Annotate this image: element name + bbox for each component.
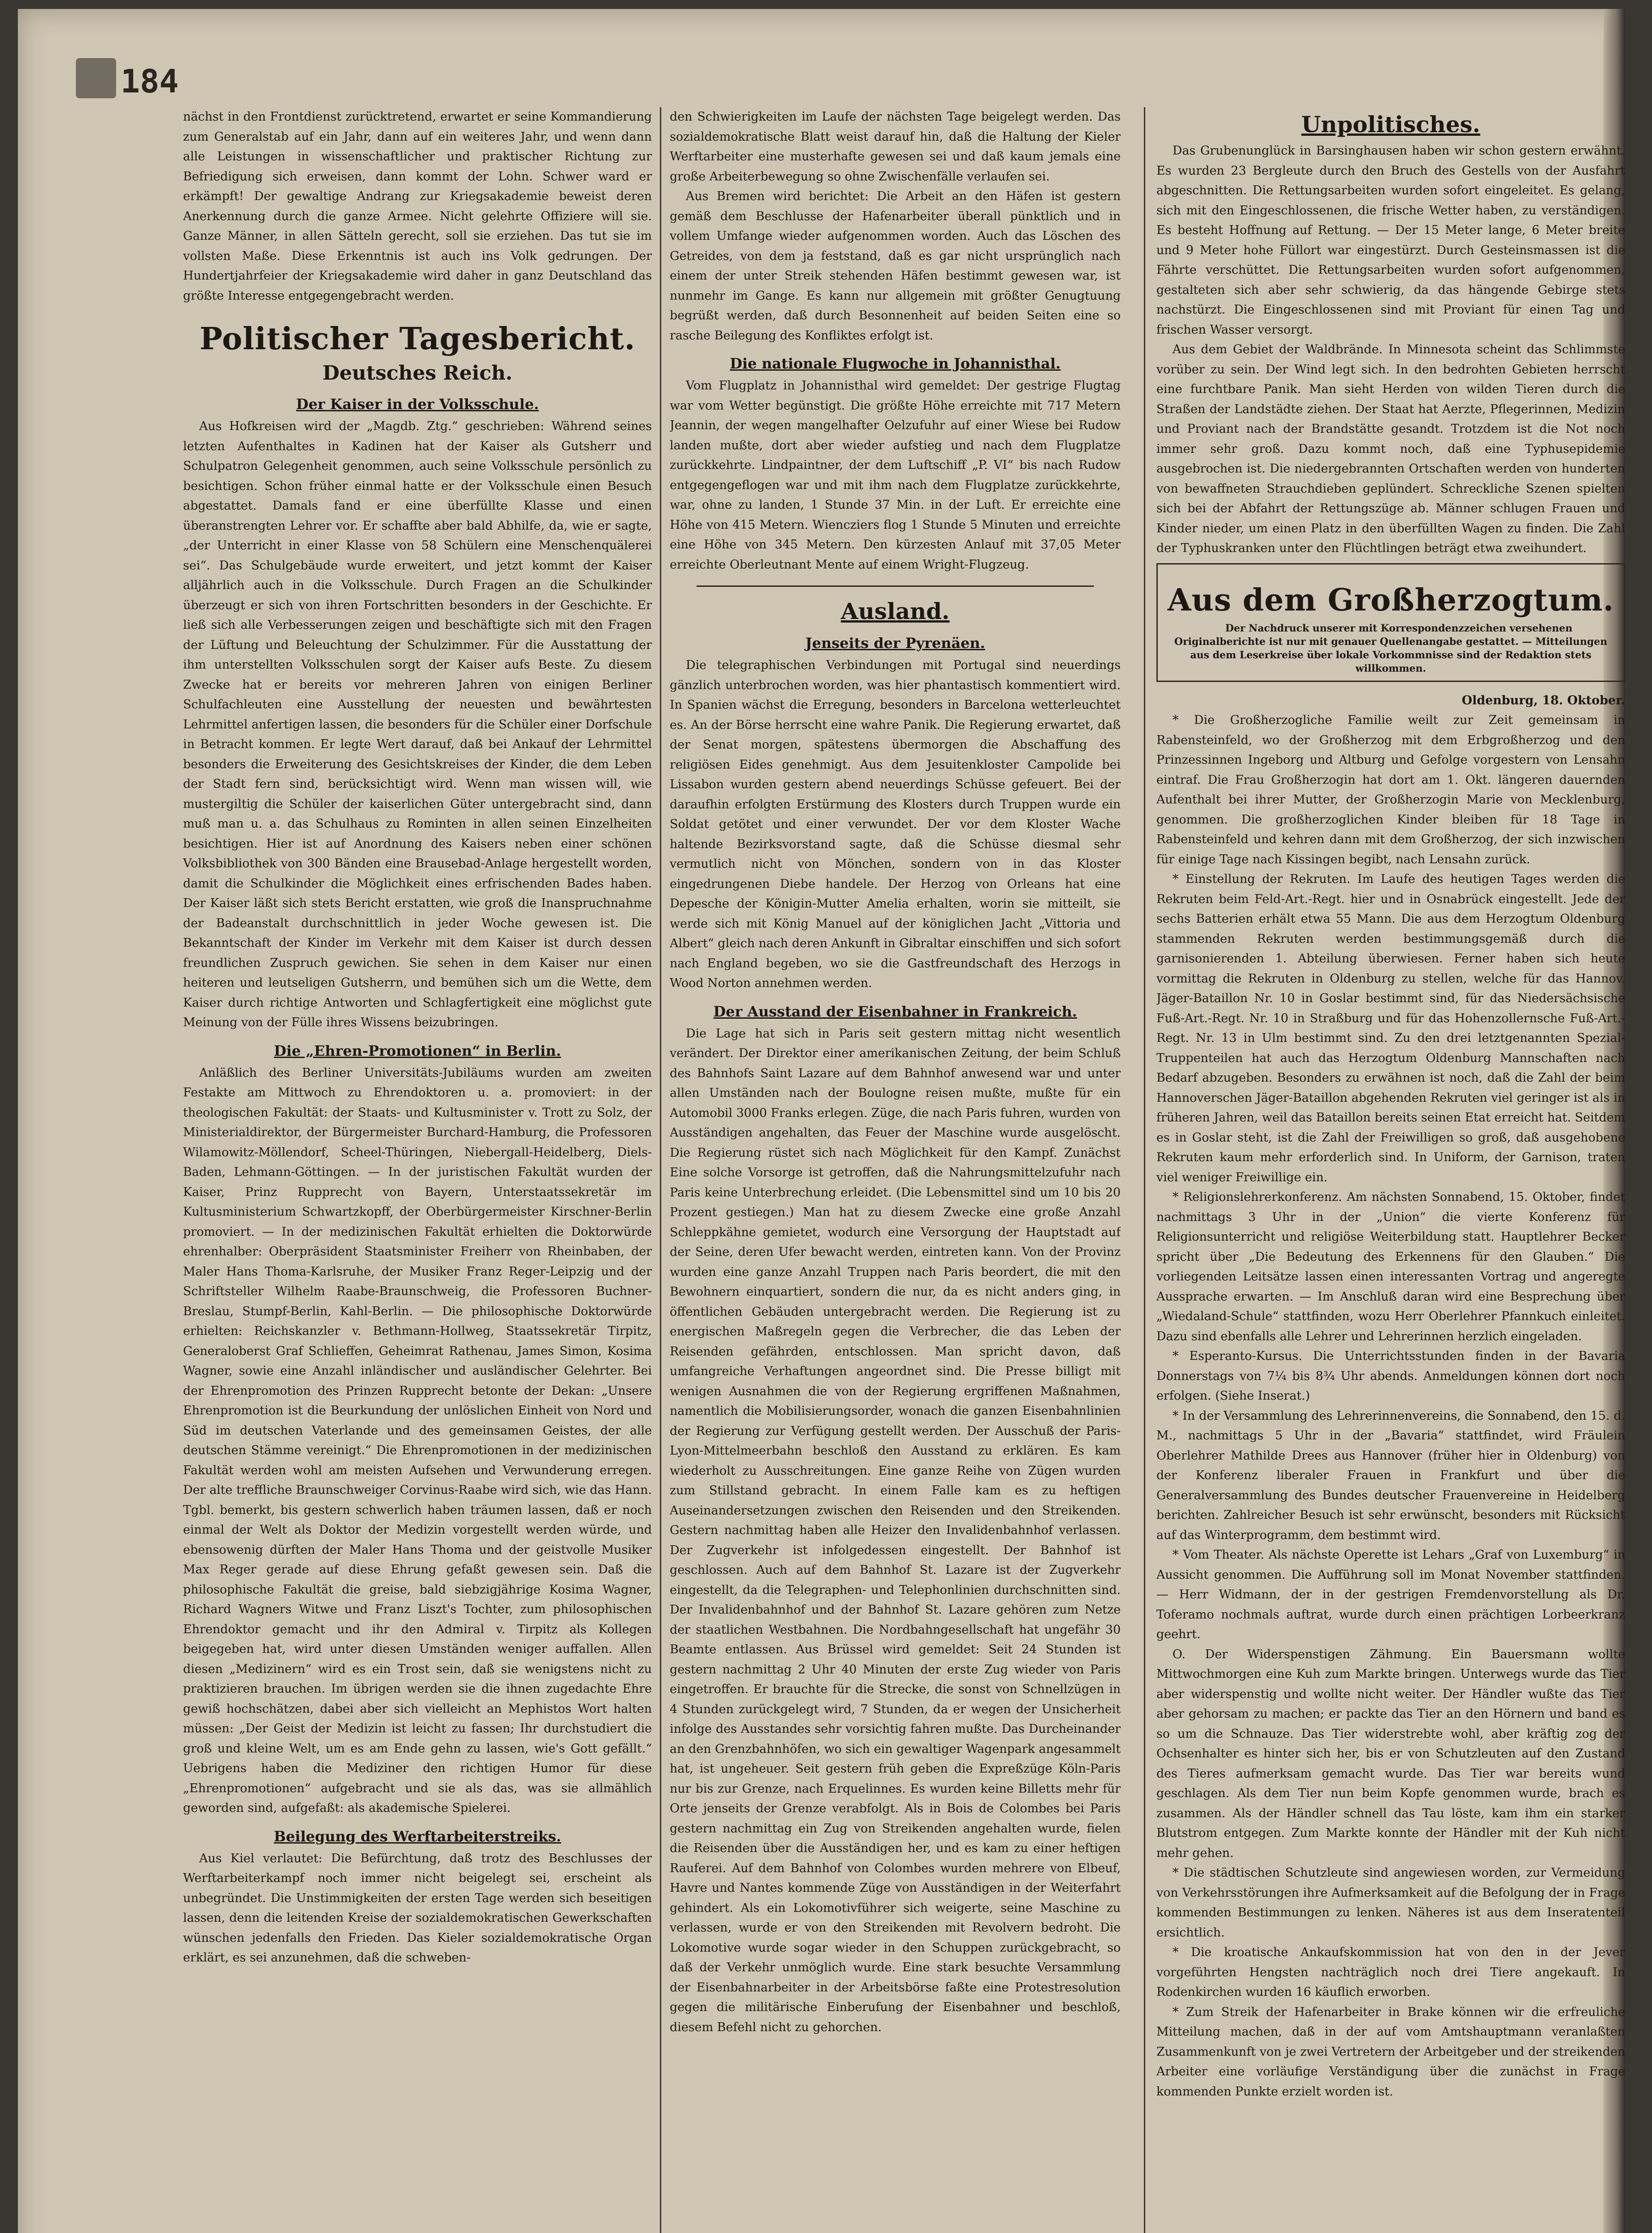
article-continuation: nächst in den Frontdienst zurücktretend, erwartet er seine Kommandierung zum Generalstab auf ein Jahr, dann auf ein weiteres Jahr, und wenn dann alle Leistungen in wissenschaftlicher und praktischer Richtung zur Befriedigung sich erweisen, dann kommt der Lohn. Schwer ward er erkämpft! Der gewaltige Andrang zur Kriegsakademie beweist deren Anerkennung durch die ganze Armee. Nicht gelehrte Offiziere will sie. Ganze Männer, in allen Sätteln gerecht, soll sie erziehen. Das tut sie im vollsten Maße. Diese Erkenntnis ist auch ins Volk gedrungen. Der Hundertjahrfeier der Kriegsakademie wird daher in ganz Deutschland das größte Interesse entgegengebracht werden. — [183, 110, 652, 303]
section-headline: Aus dem Großherzogtum. — [1167, 582, 1614, 618]
news-item: * Religionslehrerkonferenz. Am nächsten Sonnabend, 15. Oktober, findet nachmittags 3 Uhr in der „Union“ die vierte Konferenz für Religionsunterricht und religiöse Weiterbildung statt. Hauptlehrer Becker spricht über „Die Bedeutung des Erkennens für den Glauben.“ Die vorliegenden Leitsätze lassen einen interessanten Vortrag und angeregte Aussprache erwarten. — Im Anschluß daran wird eine Besprechung über „Wiedaland-Schule“ stattfinden, wozu Herr Oberlehrer Pfannkuch einleitet. Dazu sind ebenfalls alle Lehrer und Lehrerinnen herzlich eingeladen. — [1156, 1190, 1625, 1343]
dateline: Oldenburg, 18. Oktober. — [1461, 693, 1625, 707]
reprint-notice: Der Nachdruck unserer mit Korrespondenzzeichen versehenen Originalberichte ist nur mit genauer Quellenangabe gestattet. — Mitteilungen aus dem Leserkreise über lokale Vorkommnisse sind der Redaktion stets willkommen. — [1174, 622, 1607, 674]
article-title: Jenseits der Pyrenäen. — [805, 635, 985, 652]
news-item: * Die städtischen Schutzleute sind angewiesen worden, zur Vermeidung von Verkehrsstörungen ihre Aufmerksamkeit auf die Befolgung der in Frage kommenden Bestimmungen zu lenken. Näheres ist aus dem Inseratenteil ersichtlich. — [1156, 1866, 1625, 1940]
column-2 — [670, 107, 1121, 2233]
article-continuation: den Schwierigkeiten im Laufe der nächsten Tage beigelegt werden. Das sozialdemokratische Blatt weist darauf hin, daß die Haltung der Kieler Werftarbeiter eine musterhafte gewesen sei und daß kaum jemals eine große Arbeiterbewegung so ohne Zwischenfälle verlaufen sei. — [670, 110, 1121, 184]
article-body: Die telegraphischen Verbindungen mit Portugal sind neuerdings gänzlich unterbrochen worden, was hier phantastisch kommentiert wird. In Spanien wächst die Erregung, besonders in Barcelona wetterleuchtet es. An der Börse herrscht eine wahre Panik. Die Regierung erwartet, daß der Senat morgen, spätestens übermorgen die Abschaffung des religiösen Eides genehmigt. Aus dem Jesuitenkloster Campolide bei Lissabon wurden gestern abend neuerdings Schüsse gefeuert. Bei der daraufhin erfolgten Erstürmung des Klosters durch Truppen wurde ein Soldat getötet und einer verwundet. Der vor dem Kloster Wache haltende Bezirksvorstand sagte, daß die Schüsse diesmal sehr vermutlich nicht von Mönchen, sondern von in das Kloster eingedrungenen Diebe handele. Der Herzog von Orleans hat eine Depesche der Königin-Mutter Amelia erhalten, worin sie mitteilt, sie werde sich mit König Manuel auf der königlichen Jacht „Vittoria und Albert“ gleich nach deren Ankunft in Gibraltar einschiffen und sich sofort nach England begeben, wo sie die Gastfreundschaft des Herzogs in Wood Norton annehmen werden. — [670, 658, 1121, 990]
article-title: Der Ausstand der Eisenbahner in Frankreich. — [713, 1003, 1077, 1020]
article-body: Anläßlich des Berliner Universitäts-Jubiläums wurden am zweiten Festakte am Mittwoch zu Ehrendoktoren u. a. promoviert: in der theologischen Fakultät: der Staats- und Kultusminister v. Trott zu Solz, der Ministerialdirektor, der Bürgermeister Burchard-Hamburg, die Professoren Wilamowitz-Möllendorf, Scheel-Thüringen, Niebergall-Heidelberg, Diels-Baden, Lehmann-Göttingen. — In der juristischen Fakultät wurden der Kaiser, Prinz Rupprecht von Bayern, Unterstaatssekretär im Kultusministerium Schwartzkopff, der Oberbürgermeister Kirschner-Berlin promoviert. — In der medizinischen Fakultät erhielten die Doktorwürde ehrenhalber: Oberpräsident Staatsminister Freiherr von Rheinbaben, der Maler Hans Thoma-Karlsruhe, der Musiker Franz Reger-Leipzig und der Schriftsteller Wilhelm Raabe-Braunschweig, die Professoren Buchner-Breslau, Stumpf-Berlin, Kahl-Berlin. — Die philosophische Doktorwürde erhielten: Reichskanzler v. Bethmann-Hollweg, Staatssekretär Tirpitz, Generaloberst Graf Schlieffen, Geheimrat Rathenau, James Simon, Kosima Wagner, sowie eine Anzahl inländischer und ausländischer Gelehrter. Bei der Ehrenpromotion des Prinzen Rupprecht betonte der Dekan: „Unsere Ehrenpromotion ist die Beurkundung der unlöslichen Einheit von Nord und Süd im deutschen Vaterlande und des gemeinsamen Geistes, der alle deutschen Stämme vereinigt.“ Die Ehrenpromotionen in der medizinischen Fakultät werden wohl am meisten Aufsehen und Verwunderung erregen. Der alte treffliche Braunschweiger Corvinus-Raabe wird sich, wie das Hann. Tgbl. bemerkt, bis gestern schwerlich haben träumen lassen, daß er noch einmal der Welt als Doktor der Medizin vorgestellt werden würde, und ebensowenig dürften der Maler Hans Thoma und der geistvolle Musiker Max Reger gerade auf diese Ehrung gefaßt gewesen sein. Daß die philosophische Fakultät die greise, bald siebzigjährige Kosima Wagner, Richard Wagners Witwe und Franz Liszt's Tochter, zum philosophischen Ehrendoktor gemacht und ihr den Admiral v. Tirpitz als Kollegen beigegeben hat, wird unter diesen Umständen weniger auffallen. Allen diesen „Medizinern“ wird es ein Trost sein, daß sie wenigstens nicht zu praktizieren brauchen. Im übrigen werden sie die ihnen zugedachte Ehre gewiß hochschätzen, dabei aber sich vielleicht an Mephistos Wort halten müssen: „Der Geist der Medizin ist leicht zu fassen; Ihr durchstudiert die groß und kleine Welt, um es am Ende gehn zu lassen, wie's Gott gefällt.“ Uebrigens haben die Mediziner den richtigen Humor für diese „Ehrenpromotionen“ aufgebracht und sie als das, was sie allmählich geworden sind, aufgefaßt: als akademische Spielerei. — [183, 1066, 652, 1815]
column-1 — [183, 107, 652, 2233]
page-number: 184 — [121, 63, 179, 100]
article-title: Beilegung des Werftarbeiterstreiks. — [274, 1827, 561, 1845]
section-headline: Politischer Tagesbericht. — [199, 321, 636, 357]
article-title: Die nationale Flugwoche in Johannisthal. — [730, 355, 1061, 372]
article-body: Aus Hofkreisen wird der „Magdb. Ztg.“ geschrieben: Während seines letzten Aufenthaltes in Kadinen hat der Kaiser als Gutsherr und Schulpatron Gelegenheit genommen, auch seine Volksschule persönlich zu besichtigen. Schon früher einmal hatte er der Volksschule einen Besuch abgestattet. Damals fand er eine überfüllte Klasse und einen überanstrengten Lehrer vor. Er schaffte aber bald Abhilfe, da, wie er sagte, „der Unterricht in einer Klasse von 58 Schülern eine Menschenquälerei sei“. Das Schulgebäude wurde erweitert, und jetzt kommt der Kaiser alljährlich auch in die Volksschule. Durch Fragen an die Schulkinder überzeugt er sich von ihren Fortschritten besonders in der Geschichte. Er ließ sich alle Verbesserungen zeigen und beschäftigte sich mit den Fragen der Lüftung und Beleuchtung der Schulzimmer. Für die Ausstattung der ihm unterstellten Volksschulen sorgt der Kaiser aufs Beste. Zu diesem Zwecke hat er bereits vor mehreren Jahren von einigen Berliner Schulfachleuten eine Ausstellung der neuesten und bewährtesten Lehrmittel anfertigen lassen, die besonders für die Schüler einer Dorfschule in Betracht kommen. Er legte Wert darauf, daß bei Ankauf der Lehrmittel besonders die Erweiterung des Gesichtskreises der Kinder, die dem Leben der Stadt fern sind, berücksichtigt wird. Wenn man wissen will, wie mustergiltig die Schüler der kaiserlichen Güter untergebracht sind, dann muß man u. a. das Schulhaus zu Rominten in allen seinen Einzelheiten besichtigen. Hier ist auf Anordnung des Kaisers neben einer schönen Volksbibliothek von 300 Bänden eine Brausebad-Anlage hergestellt worden, damit die Schulkinder die Möglichkeit eines erfrischenden Bades haben. Der Kaiser läßt sich stets Bericht erstatten, wie groß die Inanspruchnahme der Badeanstalt durchschnittlich in jeder Woche gewesen ist. Die Bekanntschaft der Kinder im Verkehr mit dem Kaiser ist durch dessen freundlichen Zuspruch gewichen. Sie sehen in dem Kaiser nur einen heiteren und leutseligen Gutsherrn, und bemühen sich um die Wette, dem Kaiser durch richtige Antworten und Schlagfertigkeit eine möglichst gute Meinung von der Fülle ihres Wissens beizubringen. — [183, 419, 652, 1029]
article-body: Vom Flugplatz in Johannisthal wird gemeldet: Der gestrige Flugtag war vom Wetter begünstigt. Die größte Höhe erreichte mit 717 Metern Jeannin, der wegen mangelhafter Oelzufuhr auf einer Wiese bei Rudow landen mußte, dort aber wieder aufstieg und nach dem Flugplatze zurückkehrte. Lindpaintner, der dem Luftschiff „P. VI“ bis nach Rudow entgegengeflogen war und mit ihm nach dem Flugplatze zurückkehrte, war, ohne zu landen, 1 Stunde 37 Min. in der Luft. Er erreichte eine Höhe von 415 Metern. Wiencziers flog 1 Stunde 5 Minuten und erreichte eine Höhe von 345 Metern. Den kürzesten Anlauf mit 37,05 Meter erreichte Oberleutnant Mente auf einem Wright-Flugzeug. — [670, 379, 1121, 572]
column-3 — [1156, 107, 1625, 2233]
news-item: * Einstellung der Rekruten. Im Laufe des heutigen Tages werden die Rekruten beim Feld-Art.-Regt. hier und in Osnabrück eingestellt. Jede der sechs Batterien erhält etwa 55 Mann. Die aus dem Herzogtum Oldenburg stammenden Rekruten werden bestimmungsgemäß durch die garnisonierenden 1. Abteilung überwiesen. Ferner haben sich heute vormittag die Rekruten in Oldenburg zu stellen, welche für das Hannov. Jäger-Bataillon Nr. 10 in Goslar bestimmt sind, für das Niedersächsische Fuß-Art.-Regt. Nr. 10 in Straßburg und für das Hohenzollernsche Fuß-Art.-Regt. Nr. 13 in Ulm bestimmt sind. Zu den drei letztgenannten Spezial-Truppenteilen hat auch das Herzogtum Oldenburg Mannschaften nach Bedarf abzugeben. Besonders zu erwähnen ist noch, daß die Zahl der beim Hannoverschen Jäger-Bataillon abgehenden Rekruten viel geringer ist als in früheren Jahren, weil das Bataillon bereits seinen Etat erreicht hat. Seitdem es in Goslar steht, ist die Zahl der Freiwilligen so groß, daß ausgehobene Rekruten kaum mehr erforderlich sind. In Uniform, der Garnison, traten viel weniger Freiwillige ein. — [1156, 872, 1625, 1184]
divider — [697, 585, 1094, 587]
news-item: * Die Großherzogliche Familie weilt zur Zeit gemeinsam in Rabensteinfeld, wo der Großherzog mit dem Erbgroßherzog und den Prinzessinnen Ingeborg und Altburg und Gefolge vorgestern von Lensahn eintraf. Die Frau Großherzogin hat dort am 1. Okt. längeren dauernden Aufenthalt bei ihrer Mutter, der Großherzogin Marie von Mecklenburg, genommen. Die großherzoglichen Kinder bleiben für 18 Tage in Rabensteinfeld und kehren dann mit dem Großherzog, der sich inzwischen für einige Tage nach Kissingen begibt, nach Lensahn zurück. — [1156, 713, 1625, 866]
column-rule — [660, 107, 661, 2233]
news-item: * Esperanto-Kursus. Die Unterrichtsstunden finden in der Bavaria Donnerstags von 7¼ bis 8¾ Uhr abends. Anmeldungen können dort noch erfolgen. (Siehe Inserat.) — [1156, 1349, 1625, 1403]
news-item: * Vom Theater. Als nächste Operette ist Lehars „Graf von Luxemburg“ in Aussicht genommen. Die Aufführung soll im Monat November stattfinden. — Herr Widmann, der in der gestrigen Fremdenvorstellung als Dr. Toferamo nochmals auftrat, wurde durch einen prächtigen Lorbeerkranz geehrt. — [1156, 1548, 1625, 1641]
article-body: Aus Bremen wird berichtet: Die Arbeit an den Häfen ist gestern gemäß dem Beschlusse der Hafenarbeiter überall pünktlich und in vollem Umfange wieder aufgenommen worden. Auch das Löschen des Getreides, von dem ja feststand, daß es gar nicht ursprünglich nach einem der unter Streik stehenden Häfen bestimmt gewesen war, ist nunmehr im Gange. Es kann nur allgemein mit größter Genugtuung begrüßt werden, daß durch Besonnenheit auf beiden Seiten eine so rasche Beilegung des Konfliktes erfolgt ist. — [670, 189, 1121, 343]
article-title: Die „Ehren-Promotionen“ in Berlin. — [274, 1042, 561, 1059]
section-heading: Unpolitisches. — [1301, 111, 1481, 138]
article-body: Aus Kiel verlautet: Die Befürchtung, daß trotz des Beschlusses der Werftarbeiterkampf noch immer nicht beigelegt sei, erscheint als unbegründet. Die Unstimmigkeiten der ersten Tage werden sich beseitigen lassen, denn die leitenden Kreise der sozialdemokratischen Gewerkschaften wünschen jedenfalls den Frieden. Das Kieler sozialdemokratische Organ erklärt, es sei anzunehmen, daß die schweben- — [183, 1851, 652, 1965]
article-body: Das Grubenunglück in Barsinghausen haben wir schon gestern erwähnt. Es wurden 23 Bergleute durch den Bruch des Gestells von der Ausfahrt abgeschnitten. Die Rettungsarbeiten wurden sofort eingeleitet. Es gelang, sich mit den Eingeschlossenen, die frische Wetter haben, zu verständigen. Es besteht Hoffnung auf Rettung. — Der 15 Meter lange, 6 Meter breite und 9 Meter hohe Füllort war eingestürzt. Durch Gesteinsmassen ist die Fährte verschüttet. Die Rettungsarbeiten wurden sofort aufgenommen, gestalteten sich aber sehr schwierig, da das hängende Gebirge stets nachstürzt. Die Eingeschlossenen sind mit Proviant für einen Tag und frischen Wasser versorgt. — [1156, 144, 1625, 337]
column-rule — [1144, 107, 1145, 2233]
news-item: * Zum Streik der Hafenarbeiter in Brake können wir die erfreuliche Mitteilung machen, daß in der auf vom Amtshauptmann veranlaßten Zusammenkunft von je zwei Vertretern der Arbeitgeber und der streikenden Arbeiter eine vorläufige Verständigung über die zunächst in Frage kommenden Punkte erzielt worden ist. — [1156, 2005, 1625, 2099]
news-item: * In der Versammlung des Lehrerinnenvereins, die Sonnabend, den 15. d. M., nachmittags 5 Uhr in der „Bavaria“ stattfindet, wird Fräulein Oberlehrer Mathilde Drees aus Hannover (früher hier in Oldenburg) von der Konferenz liberaler Frauen in Frankfurt und über die Generalversammlung des Bundes deutscher Frauenvereine in Heidelberg berichten. Zahlreicher Besuch ist sehr erwünscht, besonders mit Rücksicht auf das Winterprogramm, dem bestimmt wird. — [1156, 1409, 1625, 1542]
library-stamp — [76, 58, 116, 98]
article-body: Die Lage hat sich in Paris seit gestern mittag nicht wesentlich verändert. Der Direktor einer amerikanischen Zeitung, der beim Schluß des Bahnhofs Saint Lazare auf dem Bahnhof anwesend war und unter allen Umständen nach der Boulogne reisen mußte, mußte für ein Automobil 3000 Franks erlegen. Züge, die nach Paris fuhren, wurden von Ausständigen angehalten, das Feuer der Maschine wurde ausgelöscht. Die Regierung rüstet sich nach Möglichkeit für den Kampf. Zunächst Eine solche Vorsorge ist getroffen, daß die Nahrungsmittelzufuhr nach Paris keine Unterbrechung erleidet. (Die Lebensmittel sind um 10 bis 20 Prozent gestiegen.) Man hat zu diesem Zwecke eine große Anzahl Schleppkähne gemietet, wodurch eine Versorgung der Hauptstadt auf der Seine, deren Ufer bewacht werden, eintreten kann. Von der Provinz wurden eine ganze Anzahl Truppen nach Paris beordert, die mit den Bewohnern einquartiert, sondern die nur, da es nicht anders ging, in öffentlichen Gebäuden untergebracht werden. Die Regierung ist zu energischen Maßregeln gegen die Verbrecher, die das Leben der Reisenden gefährden, entschlossen. Man spricht davon, daß umfangreiche Verhaftungen angeordnet sind. Die Presse billigt mit wenigen Ausnahmen die von der Regierung ergriffenen Maßnahmen, namentlich die Mobilisierungsorder, wonach die ganzen Eisenbahnlinien der Regierung zur Verfügung gestellt werden. Der Ausschuß der Paris-Lyon-Mittelmeerbahn beschloß den Ausstand zu erklären. Es kam wiederholt zu Ausschreitungen. Eine ganze Reihe von Zügen wurden zum Stillstand gebracht. In einem Falle kam es zu heftigen Auseinandersetzungen zwischen den Reisenden und den Streikenden. Gestern nachmittag haben alle Heizer den Invalidenbahnhof verlassen. Der Zugverkehr ist infolgedessen eingestellt. Der Bahnhof ist geschlossen. Auch auf dem Bahnhof St. Lazare ist der Zugverkehr eingestellt, da die Telegraphen- und Telephonlinien durchschnitten sind. Der Invalidenbahnhof und der Bahnhof St. Lazare gehören zum Netze der staatlichen Westbahnen. Die Nordbahngesellschaft hat ungefähr 30 Beamte entlassen. Aus Brüssel wird gemeldet: Seit 24 Stunden ist gestern nachmittag 2 Uhr 40 Minuten der erste Zug wieder von Paris eingetroffen. Er brauchte für die Strecke, die sonst von Schnellzügen in 4 Stunden zurückgelegt wird, 7 Stunden, da er wegen der Unsicherheit infolge des Ausstandes sehr vorsichtig fahren mußte. Das Durcheinander an den Grenzbahnhöfen, wo sich ein gewaltiger Wagenpark angesammelt hat, ist ungeheuer. Seit gestern früh geben die Expreßzüge Köln-Paris nur bis zur Grenze, nach Erquelinnes. Es wurden keine Billetts mehr für Orte jenseits der Grenze verabfolgt. Als in Bois de Colombes bei Paris gestern nachmittag ein Zug von Streikenden angehalten wurde, fielen die Reisenden über die Ausständigen her, und es kam zu einer heftigen Rauferei. Auf dem Bahnhof von Colombes wurden mehrere von Elbeuf, Havre und Nantes kommende Züge von Ausständigen in der Weiterfahrt gehindert. Als ein Lokomotivführer sich weigerte, seine Maschine zu verlassen, wurde er von den Streikenden mit Revolvern bedroht. Die Lokomotive wurde sogar wieder in den Schuppen zurückgebracht, so daß der Verkehr unmöglich wurde. Eine stark besuchte Versammlung der Eisenbahnarbeiter in der Arbeitsbörse faßte eine Protestresolution gegen die militärische Einberufung der Eisenbahner und beschloß, diesem Befehl nicht zu gehorchen. — [670, 1026, 1121, 2034]
regional-news-box — [1156, 563, 1625, 682]
article-title: Der Kaiser in der Volksschule. — [296, 396, 539, 413]
article-body: Aus dem Gebiet der Waldbrände. In Minnesota scheint das Schlimmste vorüber zu sein. Der Wind legt sich. In den bedrohten Gebieten herrscht eine furchtbare Panik. Man sieht Herden von wilden Tieren durch die Straßen der Landstädte ziehen. Der Staat hat Aerzte, Pflegerinnen, Medizin und Proviant nach der Brandstätte gesandt. Trotzdem ist die Not noch immer sehr groß. Dazu kommt noch, daß eine Typhusepidemie ausgebrochen ist. Die niedergebrannten Ortschaften werden von hunderten von bewaffneten Strauchdieben geplündert. Schreckliche Szenen spielten sich bei der Abfahrt der Rettungszüge ab. Männer schlugen Frauen und Kinder nieder, um einen Platz in den überfüllten Wagen zu finden. Die Zahl der Typhuskranken unter den Flüchtlingen beträgt etwa zweihundert. — [1156, 343, 1625, 555]
news-item: * Die kroatische Ankaufskommission hat von den in der Jever vorgeführten Hengsten nachträglich noch drei Tiere angekauft. In Rodenkirchen wurden 16 käuflich erworben. — [1156, 1945, 1625, 1999]
section-heading: Ausland. — [841, 598, 950, 624]
news-item: O. Der Widerspenstigen Zähmung. Ein Bauersmann wollte Mittwochmorgen eine Kuh zum Markte bringen. Unterwegs wurde das Tier aber widerspenstig und wollte nicht weiter. Der Händler wußte das Tier aber gehorsam zu machen; er packte das Tier an den Hörnern und band es so um die Schnauze. Das Tier widerstrebte wohl, aber kräftig zog der Ochsenhalter es hinter sich her, bis er von Schutzleuten auf den Zustand des Tieres aufmerksam gemacht wurde. Das Tier war bereits wund geschlagen. Als dem Tier nun beim Kopfe genommen wurde, brach es zusammen. Als der Händler schnell das Tau löste, kam ihm ein starker Blutstrom entgegen. Zum Markte konnte der Händler mit der Kuh nicht mehr gehen. — [1156, 1647, 1625, 1860]
section-subhead: Deutsches Reich. — [322, 362, 513, 385]
